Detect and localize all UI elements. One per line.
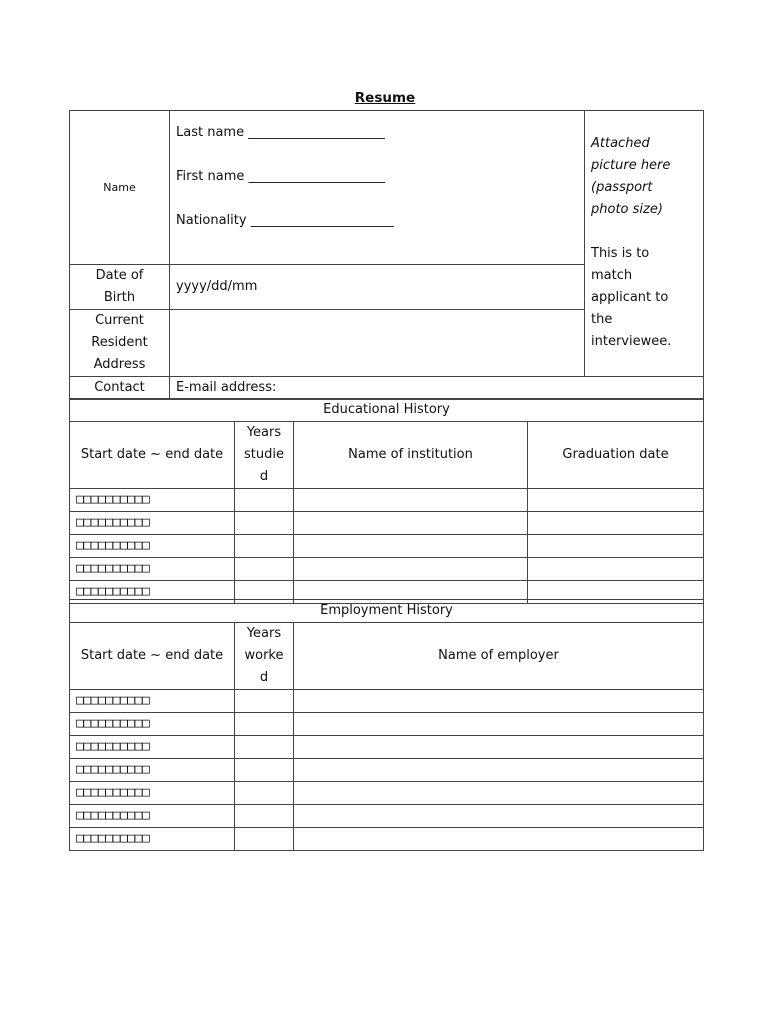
emp-col-employer: Name of employer [294, 623, 704, 690]
emp-employer-cell[interactable] [294, 736, 704, 759]
photo-note-line: Attached [591, 136, 650, 151]
emp-date-cell[interactable]: □□□□□□□□□□ [70, 736, 235, 759]
edu-years-cell[interactable] [235, 558, 294, 581]
table-row [70, 782, 704, 805]
edu-date-cell[interactable]: □□□□□□□□□□ [70, 581, 235, 604]
edu-col-institution: Name of institution [294, 422, 528, 489]
photo-note-line: This is to [591, 246, 650, 261]
name-fields-cell [170, 111, 585, 265]
table-row [70, 736, 704, 759]
emp-date-cell[interactable]: □□□□□□□□□□ [70, 713, 235, 736]
emp-col-years-line: worke [244, 648, 284, 663]
emp-col-years [235, 623, 294, 690]
photo-note-line: match [591, 268, 633, 283]
edu-years-cell[interactable] [235, 489, 294, 512]
education-table [69, 398, 704, 604]
photo-placeholder[interactable] [585, 111, 704, 377]
edu-date-cell[interactable]: □□□□□□□□□□ [70, 535, 235, 558]
dob-label: Birth [103, 290, 136, 305]
name-label-cell [70, 111, 170, 265]
emp-col-dates: Start date ~ end date [70, 623, 235, 690]
name-label: Name [103, 180, 136, 194]
address-label: Resident [91, 335, 148, 350]
personal-info-table [69, 110, 704, 400]
emp-date-cell[interactable]: □□□□□□□□□□ [70, 805, 235, 828]
employment-section-title: Employment History [70, 600, 704, 623]
address-label-cell [70, 310, 170, 377]
photo-note-line: picture here [591, 158, 671, 173]
edu-institution-cell[interactable] [294, 512, 528, 535]
edu-years-cell[interactable] [235, 535, 294, 558]
edu-institution-cell[interactable] [294, 535, 528, 558]
emp-years-cell[interactable] [235, 828, 294, 851]
education-section-title: Educational History [70, 399, 704, 422]
emp-date-cell[interactable]: □□□□□□□□□□ [70, 690, 235, 713]
edu-date-cell[interactable]: □□□□□□□□□□ [70, 489, 235, 512]
emp-employer-cell[interactable] [294, 828, 704, 851]
document-title: Resume [354, 90, 416, 106]
edu-col-years-line: d [259, 469, 269, 484]
photo-note-line: interviewee. [591, 334, 672, 349]
contact-label: Contact [70, 377, 170, 400]
edu-col-years-line: Years [246, 425, 282, 440]
photo-note-line: (passport [591, 180, 653, 195]
emp-employer-cell[interactable] [294, 713, 704, 736]
edu-date-cell[interactable]: □□□□□□□□□□ [70, 558, 235, 581]
edu-date-cell[interactable]: □□□□□□□□□□ [70, 512, 235, 535]
edu-col-graduation: Graduation date [528, 422, 704, 489]
emp-col-years-line: d [259, 670, 269, 685]
edu-graduation-cell[interactable] [528, 535, 704, 558]
emp-years-cell[interactable] [235, 805, 294, 828]
emp-years-cell[interactable] [235, 713, 294, 736]
table-row [70, 558, 704, 581]
dob-field[interactable]: yyyy/dd/mm [170, 265, 585, 310]
emp-years-cell[interactable] [235, 690, 294, 713]
emp-years-cell[interactable] [235, 759, 294, 782]
table-row [70, 512, 704, 535]
table-row [70, 828, 704, 851]
edu-graduation-cell[interactable] [528, 558, 704, 581]
address-label: Address [93, 357, 146, 372]
first-name-field[interactable]: First name _____________________ [176, 169, 385, 184]
edu-years-cell[interactable] [235, 512, 294, 535]
emp-date-cell[interactable]: □□□□□□□□□□ [70, 759, 235, 782]
emp-col-years-line: Years [246, 626, 282, 641]
table-row [70, 690, 704, 713]
table-row [70, 535, 704, 558]
edu-col-years-line: studie [244, 447, 284, 462]
edu-institution-cell[interactable] [294, 558, 528, 581]
photo-note-line: the [591, 312, 613, 327]
edu-graduation-cell[interactable] [528, 489, 704, 512]
emp-years-cell[interactable] [235, 782, 294, 805]
table-row [70, 489, 704, 512]
edu-col-years [235, 422, 294, 489]
emp-years-cell[interactable] [235, 736, 294, 759]
last-name-field[interactable]: Last name _____________________ [176, 125, 385, 140]
photo-note-line: applicant to [591, 290, 669, 305]
contact-email-field[interactable]: E-mail address: [170, 377, 704, 400]
edu-graduation-cell[interactable] [528, 512, 704, 535]
address-label: Current [95, 313, 144, 328]
employment-table [69, 599, 704, 851]
dob-label-cell [70, 265, 170, 310]
photo-note-line: photo size) [591, 202, 663, 217]
edu-institution-cell[interactable] [294, 489, 528, 512]
emp-employer-cell[interactable] [294, 782, 704, 805]
edu-col-dates: Start date ~ end date [70, 422, 235, 489]
dob-label: Date of [95, 268, 144, 283]
emp-employer-cell[interactable] [294, 690, 704, 713]
emp-date-cell[interactable]: □□□□□□□□□□ [70, 828, 235, 851]
table-row [70, 713, 704, 736]
nationality-field[interactable]: Nationality ______________________ [176, 213, 394, 228]
emp-employer-cell[interactable] [294, 759, 704, 782]
table-row [70, 805, 704, 828]
address-field[interactable] [170, 310, 585, 377]
emp-employer-cell[interactable] [294, 805, 704, 828]
table-row [70, 759, 704, 782]
emp-date-cell[interactable]: □□□□□□□□□□ [70, 782, 235, 805]
